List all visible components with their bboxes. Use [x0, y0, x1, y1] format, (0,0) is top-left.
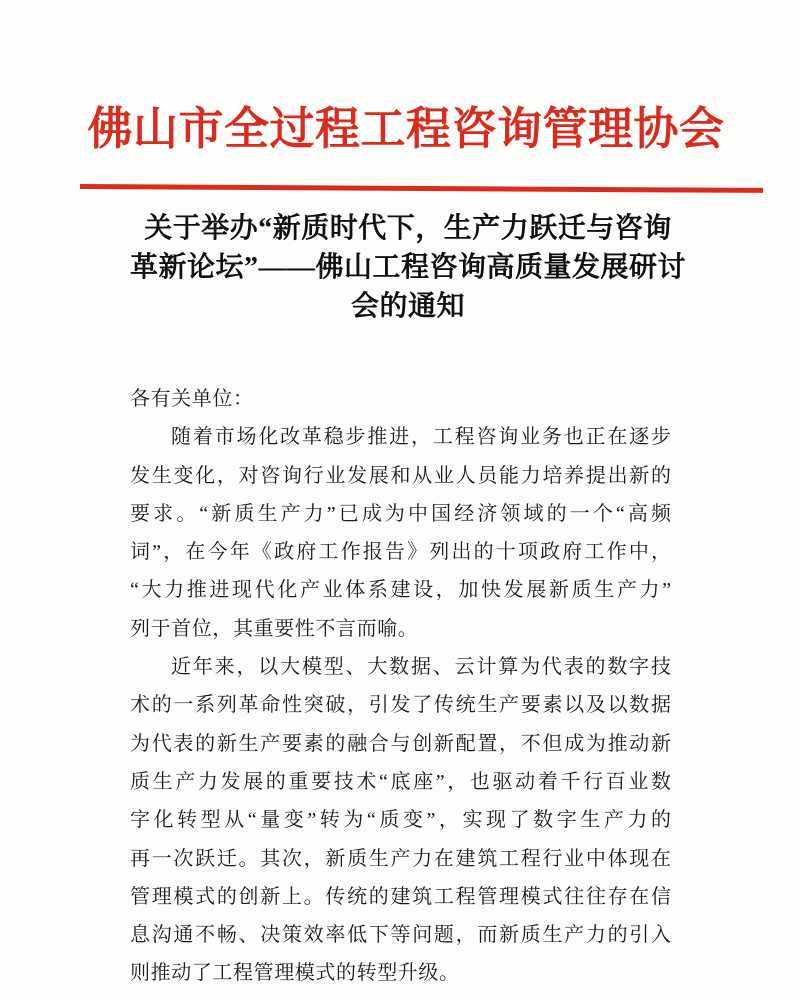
text-line: 词”，在今年《政府工作报告》列出的十项政府工作中， — [130, 541, 671, 564]
text-line: 发生变化，对咨询行业发展和从业人员能力培养提出新的 — [130, 464, 671, 487]
paragraph-2 — [130, 648, 671, 993]
text-line: 则推动了工程管理模式的转型升级。 — [130, 962, 460, 985]
text-line: 字化转型从“量变”转为“质变”，实现了数字生产力的 — [130, 809, 671, 832]
title-line: 革新论坛”——佛山工程咨询高质量发展研讨 — [129, 252, 686, 283]
paragraph-1 — [130, 418, 671, 648]
text-line: 术的一系列革命性突破，引发了传统生产要素以及以数据 — [130, 694, 671, 717]
text-line: 列于首位，其重要性不言而喻。 — [130, 617, 419, 640]
text-line: 随着市场化改革稳步推进，工程咨询业务也正在逐步 — [171, 426, 671, 449]
text-line: 质生产力发展的重要技术“底座”，也驱动着千行百业数 — [130, 770, 671, 793]
text-line: 近年来，以大模型、大数据、云计算为代表的数字技 — [171, 656, 671, 679]
red-divider-line — [80, 184, 763, 193]
text-line: 为代表的新生产要素的融合与创新配置，不但成为推动新 — [130, 732, 671, 755]
text-line: 再一次跃迁。其次，新质生产力在建筑工程行业中体现在 — [130, 847, 671, 870]
title-line: 会的通知 — [350, 291, 465, 322]
document-title — [0, 209, 800, 326]
text-line: 要求。“新质生产力”已成为中国经济领域的一个“高频 — [130, 502, 671, 525]
salutation: 各有关单位： — [130, 388, 254, 410]
text-line: “大力推进现代化产业体系建设，加快发展新质生产力” — [130, 579, 671, 602]
text-line: 息沟通不畅、决策效率低下等问题，而新质生产力的引入 — [130, 924, 671, 947]
title-line: 关于举办“新质时代下，生产力跃迁与咨询 — [144, 213, 672, 244]
document-body — [130, 380, 671, 993]
text-line: 管理模式的创新上。传统的建筑工程管理模式往往存在信 — [130, 885, 671, 908]
org-name-header: 佛山市全过程工程咨询管理协会 — [87, 104, 725, 154]
